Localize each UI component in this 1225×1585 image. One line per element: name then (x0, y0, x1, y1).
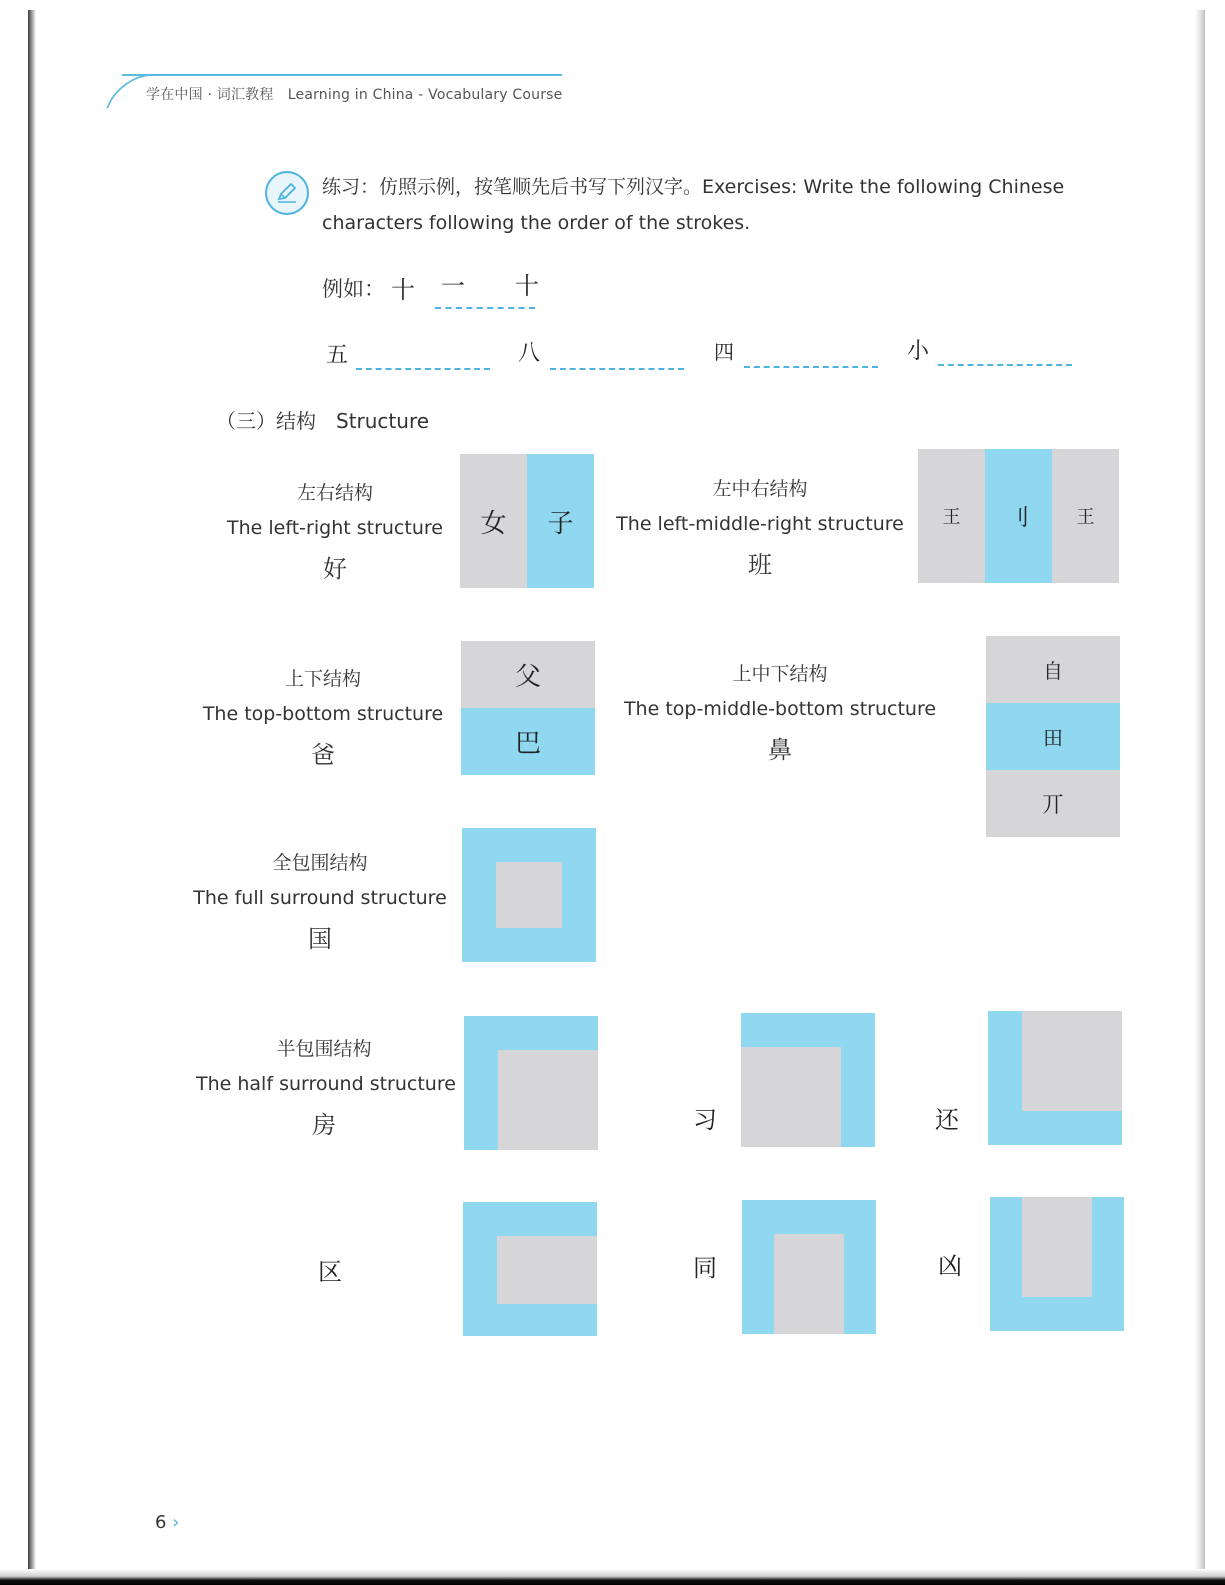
example-char: 十 (391, 276, 415, 304)
full-surround-inner (496, 862, 562, 928)
left-middle-right-label (612, 474, 908, 580)
half-surround-diagram-5 (742, 1200, 876, 1334)
left-right-zh: 左右结构 (296, 482, 373, 504)
top-bottom-label (198, 664, 448, 770)
half-surround-label (196, 1034, 456, 1140)
top-middle-bottom-char: 鼻 (768, 736, 792, 764)
left-middle-right-zh: 左中右结构 (712, 478, 808, 500)
left-right-part-1: 女 (460, 454, 527, 588)
tmb-part-2: 田 (986, 703, 1120, 770)
top-middle-bottom-zh: 上中下结构 (732, 663, 828, 685)
full-surround-en: The full surround structure (193, 887, 447, 909)
header-rule (122, 74, 562, 76)
scan-edge-bottom (0, 1569, 1225, 1585)
top-bottom-en: The top-bottom structure (202, 703, 444, 725)
exercise-instruction-line1: 练习：仿照示例，按笔顺先后书写下列汉字。Exercises: Write the following Chinese (322, 176, 1065, 198)
full-surround-zh: 全包围结构 (272, 852, 368, 874)
practice-line-4[interactable] (938, 364, 1072, 366)
half-surround-inner-3 (1022, 1011, 1122, 1111)
half-surround-inner-6 (1022, 1197, 1092, 1297)
top-middle-bottom-en: The top-middle-bottom structure (623, 698, 937, 720)
scan-edge-right (1195, 10, 1205, 1570)
left-right-en: The left-right structure (227, 517, 443, 539)
half-surround-char-1: 房 (312, 1111, 336, 1139)
half-surround-inner-5 (774, 1234, 844, 1334)
practice-char-3: 四 (714, 340, 734, 364)
example-stroke-1: 一 (441, 272, 465, 300)
top-bottom-part-2: 巴 (461, 708, 595, 775)
lmr-part-2: 刂 (985, 449, 1052, 583)
half-surround-char-5: 同 (693, 1254, 717, 1282)
top-middle-bottom-diagram (986, 636, 1120, 837)
chevron-right-icon: › (172, 1512, 180, 1533)
top-bottom-char: 爸 (311, 741, 335, 769)
top-middle-bottom-label (620, 659, 940, 765)
half-surround-inner-4 (497, 1236, 597, 1304)
half-surround-char-4: 区 (318, 1258, 342, 1286)
full-surround-label (190, 848, 450, 954)
half-surround-diagram-2 (741, 1013, 875, 1147)
left-right-part-2: 子 (527, 454, 594, 588)
lmr-part-3: 王 (1052, 449, 1119, 583)
half-surround-zh: 半包围结构 (276, 1038, 372, 1060)
practice-line-1[interactable] (356, 368, 490, 370)
scan-edge-left (28, 10, 36, 1570)
example-stroke-line (435, 266, 539, 309)
example-stroke-2: 十 (515, 272, 539, 300)
running-header: 学在中国 · 词汇教程 Learning in China - Vocabulary Course (146, 87, 563, 103)
half-surround-en: The half surround structure (196, 1073, 456, 1095)
left-middle-right-en: The left-middle-right structure (616, 513, 904, 535)
page-number (155, 1512, 179, 1533)
top-bottom-part-1: 父 (461, 641, 595, 708)
practice-line-3[interactable] (744, 366, 878, 368)
top-bottom-diagram (461, 641, 595, 775)
tmb-part-3: 丌 (986, 770, 1120, 837)
lmr-part-1: 王 (918, 449, 985, 583)
full-surround-diagram (462, 828, 596, 962)
half-surround-diagram-6 (990, 1197, 1124, 1331)
practice-char-2: 八 (518, 341, 541, 366)
pencil-icon (265, 171, 309, 215)
half-surround-char-2: 习 (693, 1106, 717, 1134)
left-right-diagram (460, 454, 594, 588)
half-surround-char-6: 凶 (938, 1252, 962, 1280)
tmb-part-1: 自 (986, 636, 1120, 703)
full-surround-char: 国 (308, 925, 332, 953)
practice-char-4: 小 (907, 339, 930, 364)
half-surround-char-3: 还 (935, 1106, 959, 1134)
practice-line-2[interactable] (550, 368, 684, 370)
practice-char-1: 五 (326, 343, 349, 368)
half-surround-inner-1 (498, 1050, 598, 1150)
section-title: （三）结构 Structure (216, 409, 430, 433)
left-right-char: 好 (323, 555, 347, 583)
example-label: 例如： (322, 276, 385, 301)
half-surround-diagram-4 (463, 1202, 597, 1336)
top-bottom-zh: 上下结构 (284, 668, 361, 690)
left-middle-right-char: 班 (748, 551, 772, 579)
left-middle-right-diagram (918, 449, 1119, 583)
half-surround-diagram-3 (988, 1011, 1122, 1145)
exercise-example (322, 266, 539, 309)
page-number-value: 6 (155, 1512, 167, 1533)
half-surround-inner-2 (741, 1047, 841, 1147)
exercise-instruction-line2: characters following the order of the strokes. (322, 212, 751, 234)
left-right-label (222, 478, 448, 584)
half-surround-diagram-1 (464, 1016, 598, 1150)
